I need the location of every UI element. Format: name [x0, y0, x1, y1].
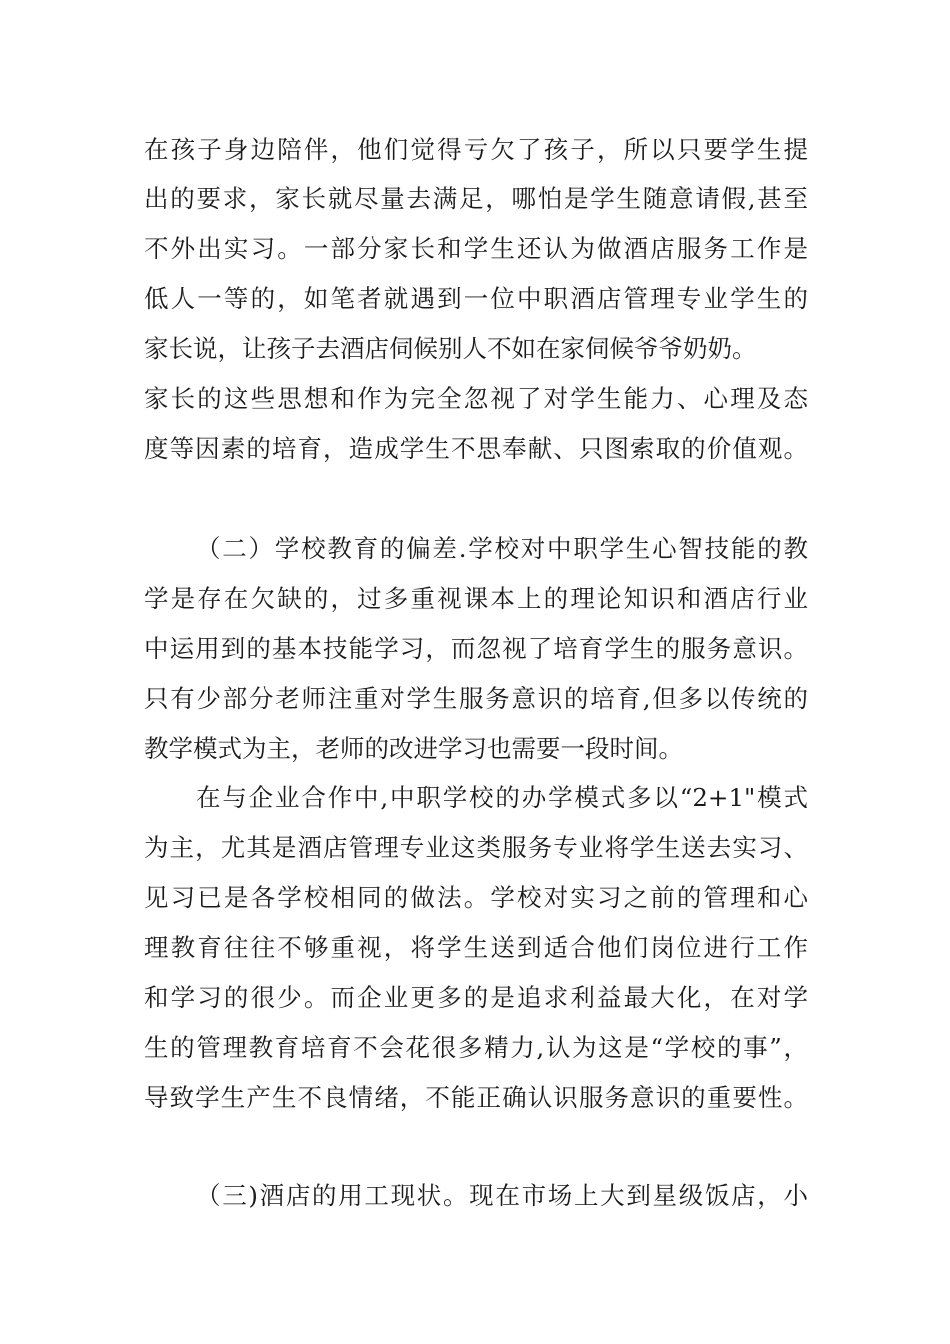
text-line: 低人一等的，如笔者就遇到一位中职酒店管理专业学生的: [144, 284, 808, 313]
text-line: 生的管理教育培育不会花很多精力,认为这是“学校的事”，: [144, 1033, 808, 1062]
text-line: 导致学生产生不良情绪，不能正确认识服务意识的重要性。: [144, 1083, 808, 1112]
text-line-section-heading: （三)酒店的用工现状。现在市场上大到星级饭店，小: [196, 1181, 808, 1210]
text-line: 不外出实习。一部分家长和学生还认为做酒店服务工作是: [144, 234, 808, 263]
text-line-section-heading: （二）学校教育的偏差.学校对中职学生心智技能的教: [196, 534, 808, 563]
text-line: 家长说，让孩子去酒店伺候别人不如在家伺候爷爷奶奶。: [144, 334, 757, 363]
text-line: 只有少部分老师注重对学生服务意识的培育,但多以传统的: [144, 684, 808, 713]
text-line: 度等因素的培育，造成学生不思奉献、只图索取的价值观。: [144, 434, 808, 463]
text-line: 学是存在欠缺的，过多重视课本上的理论知识和酒店行业: [144, 584, 808, 613]
text-line: 为主，尤其是酒店管理专业这类服务专业将学生送去实习、: [144, 833, 808, 862]
text-line: 见习已是各学校相同的做法。学校对实习之前的管理和心: [144, 883, 808, 912]
text-line: 在孩子身边陪伴，他们觉得亏欠了孩子，所以只要学生提: [144, 135, 808, 164]
text-line: 和学习的很少。而企业更多的是追求利益最大化，在对学: [144, 983, 808, 1012]
text-line: 家长的这些思想和作为完全忽视了对学生能力、心理及态: [144, 384, 808, 413]
text-line: 理教育往往不够重视，将学生送到适合他们岗位进行工作: [144, 933, 808, 962]
text-line: 教学模式为主，老师的改进学习也需要一段时间。: [144, 734, 683, 763]
text-line: 中运用到的基本技能学习，而忽视了培育学生的服务意识。: [144, 634, 808, 663]
text-line: 在与企业合作中,中职学校的办学模式多以“2+1"模式: [196, 783, 808, 812]
text-line: 出的要求，家长就尽量去满足，哪怕是学生随意请假,甚至: [144, 184, 808, 213]
